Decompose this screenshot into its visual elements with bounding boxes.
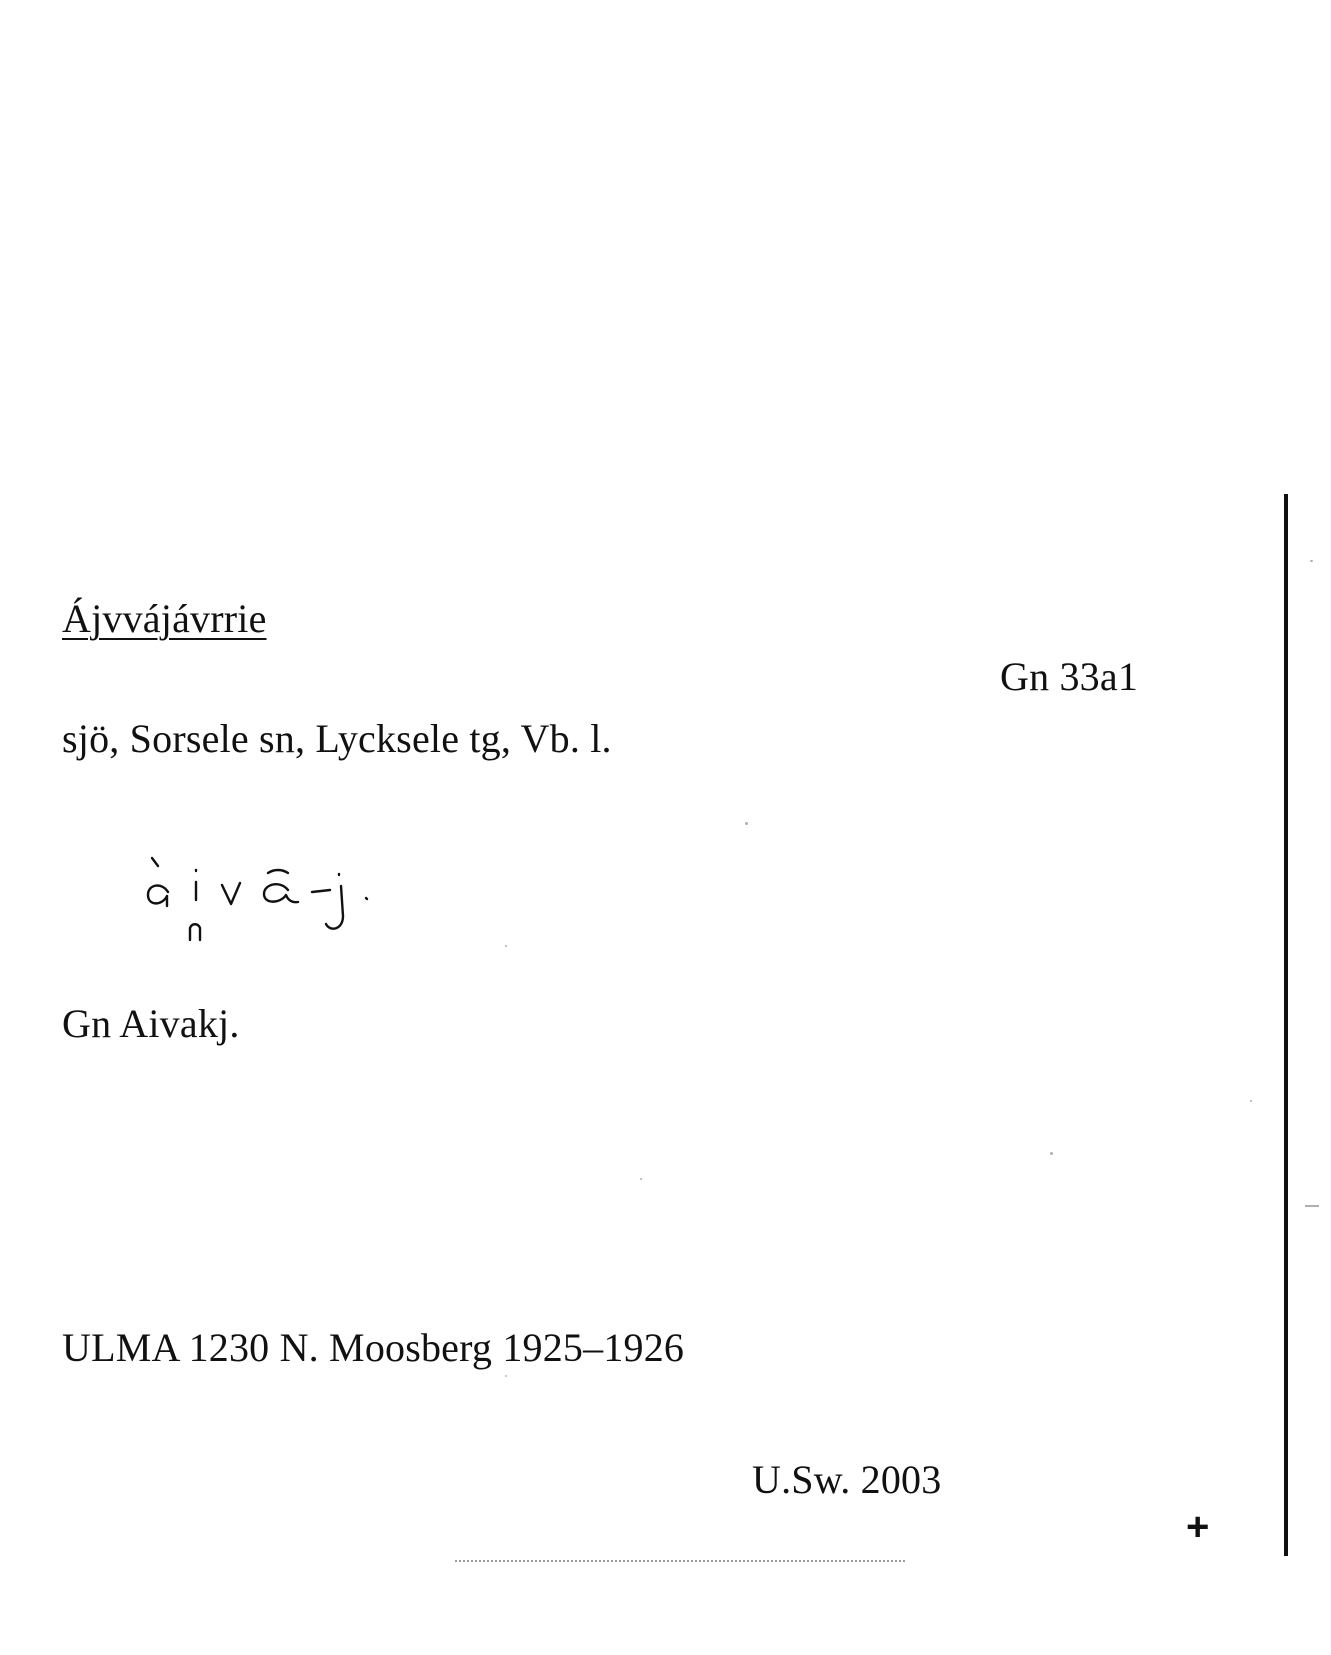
scan-speck [745, 822, 748, 825]
scan-speck [1310, 560, 1313, 562]
card-edge-rule [1284, 494, 1288, 1556]
scan-speck [640, 1178, 642, 1180]
plus-mark: + [1186, 1505, 1210, 1549]
handwritten-pronunciation [140, 840, 440, 960]
place-description: sjö, Sorsele sn, Lycksele tg, Vb. l. [62, 716, 612, 761]
scan-speck [505, 945, 507, 947]
scan-speck [505, 1375, 507, 1377]
handwritten-pronunciation-text: àiva-j. [140, 840, 143, 841]
gn-form: Gn Aivakj. [62, 1001, 240, 1046]
headword: Ájvvájávrrie [62, 596, 267, 641]
scan-speck [1250, 1100, 1252, 1102]
scan-speck [1050, 1152, 1053, 1155]
dotted-scan-line [455, 1560, 905, 1564]
scan-speck [1305, 1205, 1319, 1207]
editor-line: U.Sw. 2003 [752, 1457, 942, 1502]
source-line: ULMA 1230 N. Moosberg 1925–1926 [62, 1325, 685, 1370]
reference-code: Gn 33a1 [1000, 654, 1139, 699]
